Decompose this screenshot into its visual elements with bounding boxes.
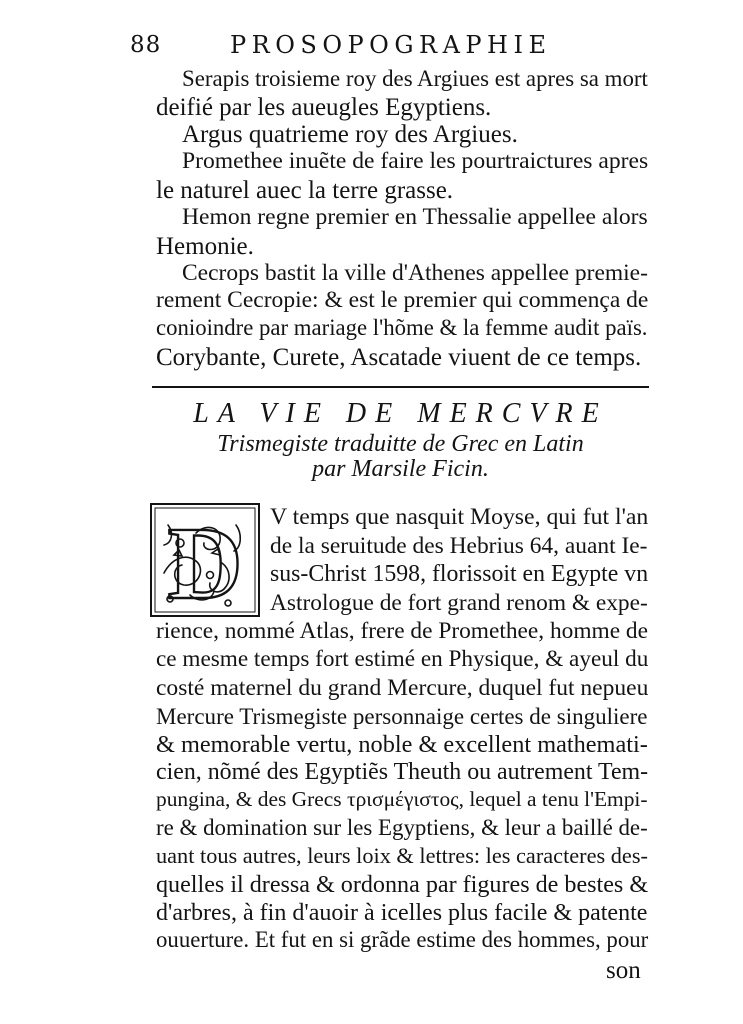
horizontal-rule <box>152 386 649 388</box>
text-line: quelles il dressa & ordonna par figures de bestes & <box>156 872 649 898</box>
text-line: costé maternel du grand Mercure, duquel fut nepueu <box>156 675 649 701</box>
text-line: pungina, & des Grecs τρισμέγιστος, lequel a tenu l'Empi- <box>156 787 648 811</box>
text-line: Hemon regne premier en Thessalie appellee alors <box>182 204 648 230</box>
text-line: rement Cecropie: & est le premier qui commença de <box>156 287 649 313</box>
text-line: rience, nommé Atlas, frere de Promethee, homme de <box>156 618 648 644</box>
dropcap-letter: D <box>167 506 243 617</box>
text-line: re & domination sur les Egyptiens, & leur a baillé de- <box>156 815 648 840</box>
page-number: 88 <box>130 32 162 58</box>
section-subtitle: par Marsile Ficin. <box>312 456 489 482</box>
text-line: ouuerture. Et fut en si grãde estime des hommes, pour <box>156 927 649 952</box>
text-line: de la seruitude des Hebrius 64, auant Ie- <box>270 533 648 559</box>
text-line: Serapis troisieme roy des Argiues est apres sa mort <box>182 66 648 91</box>
text-line: uant tous autres, leurs loix & lettres: les caracteres des- <box>156 843 648 868</box>
text-line: d'arbres, à fin d'auoir à icelles plus facile & patente <box>156 900 648 926</box>
text-line: le naturel auec la terre grasse. <box>156 177 454 204</box>
section-title: LA VIE DE MERCVRE <box>193 398 608 429</box>
text-line: Astrologue de fort grand renom & expe- <box>270 590 648 616</box>
catchword: son <box>606 957 641 984</box>
text-line: conioindre par mariage l'hõme & la femme audit païs. <box>156 315 648 340</box>
text-line: sus-Christ 1598, florissoit en Egypte vn <box>270 561 649 587</box>
text-line: Mercure Trismegiste personnaige certes de singuliere <box>156 703 648 729</box>
text-line: ce mesme temps fort estimé en Physique, & ayeul du <box>156 646 649 672</box>
text-line: V temps que nasquit Moyse, qui fut l'an <box>270 504 649 530</box>
ornamental-dropcap-icon <box>150 503 260 617</box>
text-line: deifié par les aueugles Egyptiens. <box>156 94 492 121</box>
running-head: PROSOPOGRAPHIE <box>230 31 552 59</box>
text-line: Argus quatrieme roy des Argiues. <box>182 121 518 148</box>
text-line: Corybante, Curete, Ascatade viuent de ce temps. <box>156 344 642 371</box>
section-subtitle: Trismegiste traduitte de Grec en Latin <box>217 431 584 457</box>
text-line: cien, nõmé des Egyptiẽs Theuth ou autrement Tem- <box>156 759 649 785</box>
text-line: Cecrops bastit la ville d'Athenes appellee premie- <box>182 260 648 286</box>
text-line: Hemonie. <box>156 233 254 260</box>
text-line: Promethee inuẽte de faire les pourtraictures apres <box>182 148 649 174</box>
text-line: & memorable vertu, noble & excellent mathemati- <box>156 731 648 758</box>
